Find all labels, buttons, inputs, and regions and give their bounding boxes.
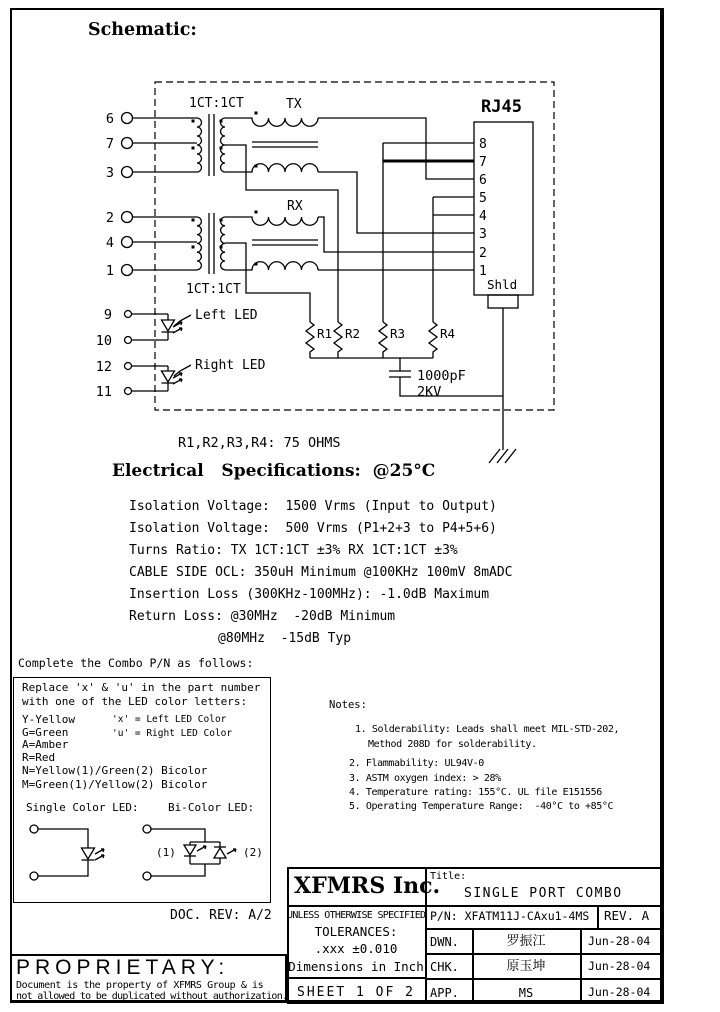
title-block-line (425, 978, 664, 980)
app-label: APP. (430, 986, 459, 1000)
resistor-label: R4 (440, 326, 456, 341)
pin-label: 3 (105, 165, 114, 181)
title-block-line (597, 905, 599, 928)
tolerance-note: Dimensions in Inch (288, 959, 424, 974)
diode1-label: (1) (156, 846, 176, 859)
note-item: 3. ASTM oxygen index: > 28% (349, 773, 501, 784)
pin-label: 4 (105, 235, 114, 251)
doc-rev: DOC. REV: A/2 (170, 908, 272, 923)
tx-choke (225, 112, 318, 173)
note-item: Method 208D for solderability. (368, 739, 537, 750)
left-led-label: Left LED (195, 308, 258, 323)
resistor-label: R2 (345, 326, 361, 341)
jack-pin: 1 (479, 264, 487, 279)
pin-label: 11 (95, 384, 112, 400)
interconnect-wires (225, 118, 474, 322)
ground-symbol (489, 449, 516, 463)
combo-instruction: with one of the LED color letters: (22, 695, 248, 708)
note-item: 4. Temperature rating: 155°C. UL file E151556 (349, 787, 602, 798)
rj45-pin-labels (479, 137, 487, 279)
title-block-line (287, 905, 664, 907)
shld-label: Shld (487, 277, 518, 292)
company-name: XFMRS Inc. (294, 873, 441, 899)
led-color-option: N=Yellow(1)/Green(2) Bicolor (22, 764, 208, 777)
spec-line: Isolation Voltage: 500 Vrms (P1+2+3 to P4+5+6) (129, 521, 497, 536)
led-color-option: Y-Yellow (22, 713, 75, 726)
sheet-number: SHEET 1 OF 2 (297, 985, 415, 1000)
title-block-line (580, 928, 582, 1004)
tolerance-note: UNLESS OTHERWISE SPECIFIED (287, 910, 426, 921)
tolerance-note: .xxx ±0.010 (314, 941, 398, 956)
rx-label: RX (287, 199, 303, 214)
revision: REV. A (604, 908, 650, 923)
dwn-label: DWN. (430, 935, 459, 949)
note-item: 2. Flammability: UL94V-0 (349, 758, 484, 769)
app-name: MS (518, 986, 534, 1000)
drawing-title: SINGLE PORT COMBO (464, 886, 623, 901)
pin-label: 10 (95, 333, 112, 349)
spec-line: Insertion Loss (300KHz-100MHz): -1.0dB Maximum (129, 587, 490, 602)
chk-name: 原玉坤 (506, 959, 546, 974)
right-led-label: Right LED (195, 358, 266, 373)
input-pins (122, 113, 198, 276)
proprietary-text: not allowed to be duplicated without authorization. (16, 991, 288, 1002)
legend-u: 'u' = Right LED Color (112, 728, 233, 739)
pin-label: 12 (95, 359, 112, 375)
tx-label: TX (286, 97, 302, 112)
note-item: 5. Operating Temperature Range: -40°C to +85°C (349, 801, 614, 812)
pin-label: 7 (105, 136, 114, 152)
spec-line: CABLE SIDE OCL: 350uH Minimum @100KHz 100mV 8mADC (129, 565, 513, 580)
spec-line: Turns Ratio: TX 1CT:1CT ±3% RX 1CT:1CT ±3% (129, 543, 458, 558)
jack-pin: 4 (479, 209, 487, 224)
tolerance-note: TOLERANCES: (314, 924, 398, 939)
resistor-note: R1,R2,R3,R4: 75 OHMS (178, 435, 341, 451)
combo-title: Complete the Combo P/N as follows: (18, 656, 254, 670)
chk-label: CHK. (430, 960, 459, 974)
diode2-label: (2) (243, 846, 263, 859)
jack-pin: 3 (479, 227, 487, 242)
dwn-date: Jun-28-04 (588, 934, 651, 948)
pin-label: 2 (105, 210, 114, 226)
resistor-label: R3 (390, 326, 406, 341)
pin-label: 6 (105, 111, 114, 127)
rx-transformer (192, 213, 226, 274)
right-led-symbol (162, 365, 192, 391)
pin-label: 1 (105, 263, 114, 279)
cap-rating-label: 2KV (417, 384, 442, 400)
tx-transformer (192, 114, 226, 176)
schematic-heading: Schematic: (88, 20, 197, 40)
led-color-option: M=Green(1)/Yellow(2) Bicolor (22, 778, 208, 791)
bicolor-led-label: Bi-Color LED: (168, 801, 255, 814)
jack-pin: 5 (479, 191, 487, 206)
cap-value-label: 1000pF (417, 368, 466, 384)
app-date: Jun-28-04 (588, 985, 651, 999)
single-led-label: Single Color LED: (26, 801, 139, 814)
title-block-line (287, 977, 425, 979)
led-color-option: G=Green (22, 726, 69, 739)
rj45-label: RJ45 (481, 97, 522, 117)
spec-line: @80MHz -15dB Typ (218, 631, 352, 646)
turns-ratio-label: 1CT:1CT (186, 282, 241, 297)
chk-date: Jun-28-04 (588, 959, 651, 973)
left-led-symbol (162, 314, 192, 340)
note-item: 1. Solderability: Leads shall meet MIL-STD-202, (355, 724, 620, 735)
spec-line: Isolation Voltage: 1500 Vrms (Input to Output) (129, 499, 497, 514)
led-pins (125, 311, 169, 395)
legend-x: 'x' = Left LED Color (112, 714, 227, 725)
pin-number-labels (96, 111, 114, 400)
component-labels (186, 96, 517, 400)
jack-pin: 6 (479, 173, 487, 188)
turns-ratio-label: 1CT:1CT (189, 96, 244, 111)
combo-instruction: Replace 'x' & 'u' in the part number (22, 681, 261, 694)
title-block-line (425, 928, 664, 930)
proprietary-text: Document is the property of XFMRS Group & is (16, 980, 264, 991)
electrical-specs-heading: Electrical Specifications: @25°C (112, 461, 436, 481)
part-number: P/N: XFATM11J-CAxu1-4MS (430, 909, 590, 923)
title-block-line (425, 953, 664, 955)
spec-line: Return Loss: @30MHz -20dB Minimum (129, 609, 396, 624)
jack-pin: 8 (479, 137, 487, 152)
notes-heading: Notes: (329, 699, 367, 711)
resistor-label: R1 (317, 326, 333, 341)
led-color-option: R=Red (22, 751, 56, 764)
title-label: Title: (430, 871, 467, 882)
dwn-name: 罗振江 (506, 934, 546, 949)
pin-label: 9 (103, 307, 112, 323)
rx-choke (225, 211, 318, 271)
jack-pin: 2 (479, 246, 487, 261)
jack-pin: 7 (479, 155, 487, 170)
proprietary-heading: PROPRIETARY: (16, 956, 230, 979)
led-color-option: A=Amber (22, 738, 69, 751)
